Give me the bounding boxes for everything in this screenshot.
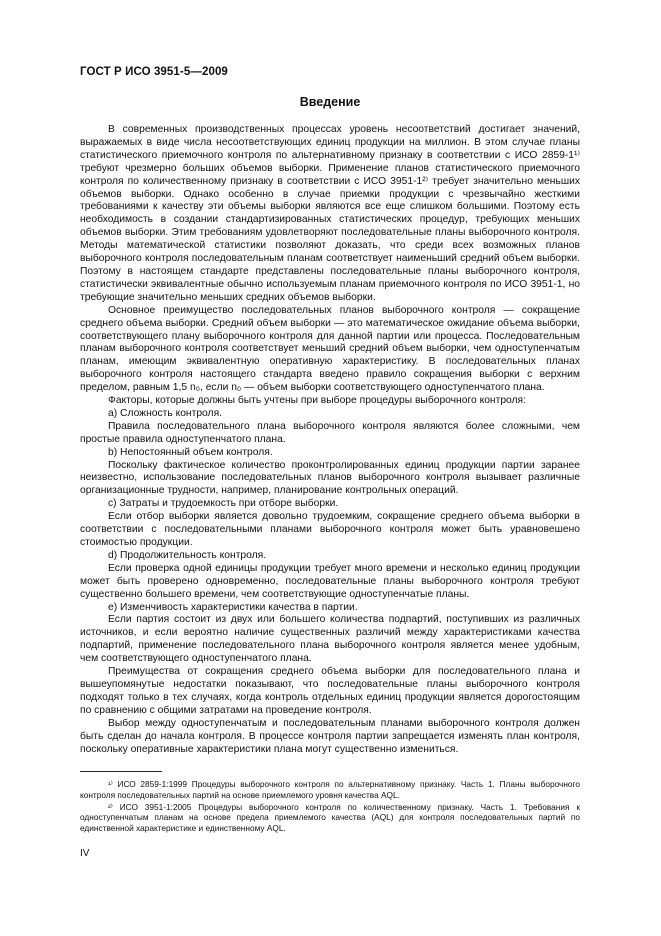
paragraph: Если партия состоит из двух или большего количества подпартий, поступивших из различных источников, и если вероятно наличие существенных различий между характеристиками качества подпартий, применение последовательного плана выборочного контроля является менее удобным, чем соответствующего одноступенчатого плана. <box>80 614 580 665</box>
paragraph: Факторы, которые должны быть учтены при выборе процедуры выборочного контроля: <box>108 395 526 407</box>
list-item: d) Продолжительность контроля. <box>108 549 267 561</box>
paragraph: В современных производственных процессах уровень несоответствий достигает значений, выражаемых в виде числа несоответствующих единиц продукции на миллион. В этом случае планы статистического приемочного контроля по альтернативному признаку в соответствии с ИСО 2859-1¹⁾ требуют чрезмерно больших объемов выборки. Применение планов статистического приемочного контроля по количественному признаку в соответствии с ИСО 3951-1²⁾ требует значительно меньших объемов выборки. Однако особенно в случае приемки продукции с чрезвычайно жесткими требованиями к качеству эти объемы выборки являются все еще слишком большими. Поэтому есть необходимость в создании стандартизированных статистических процедур, требующих меньших объемов выборки. Этим требованиям удовлетворяют последовательные планы выборочного контроля. Методы математической статистики позволяют доказать, что среди всех возможных планов выборочного контроля последовательным планам соответствует наименьший средний объем выборки. Поэтому в настоящем стандарте представлены последовательные планы выборочного контроля, статистически эквивалентные обычно используемым планам приемочного контроля по ИСО 3951-1, но требующие значительно меньших средних объемов выборки. <box>80 124 580 303</box>
paragraph: Поскольку фактическое количество проконтролированных единиц продукции партии заранее неизвестно, использование последовательных планов выборочного контроля вызывает различные организационные трудности, например, планирование контрольных операций. <box>80 459 580 497</box>
list-item: a) Сложность контроля. <box>108 407 222 419</box>
list-item: c) Затраты и трудоемкость при отборе выборки. <box>108 498 339 510</box>
list-item: e) Изменчивость характеристики качества в партии. <box>108 601 358 613</box>
footnotes <box>80 779 580 835</box>
paragraph: Выбор между одноступенчатым и последовательным планами выборочного контроля должен быть сделан до начала контроля. В процессе контроля партии запрещается изменять план контроля, поскольку оперативные характеристики плана могут существенно измениться. <box>80 717 580 755</box>
page-number: IV <box>80 848 90 859</box>
paragraph: Основное преимущество последовательных планов выборочного контроля — сокращение среднего объема выборки. Средний объем выборки — это математическое ожидание объема выборки, соответствующего плану выборочного контроля для данной партии или процесса. Последовательным планам выборочного контроля соответствует меньший средний объем выборки, чем одноступенчатым планам, имеющим эквивалентную оперативную характеристику. В последовательных планах выборочного контроля настоящего стандарта введено правило сокращения выборки с верхним пределом, равным 1,5 n₀, если n₀ — объем выборки соответствующего одноступенчатого плана. <box>80 304 580 394</box>
list-item: b) Непостоянный объем контроля. <box>108 446 273 458</box>
paragraph: Если проверка одной единицы продукции требует много времени и несколько единиц продукции может быть проверено одновременно, последовательные планы выборочного контроля требуют существенно большего времени, чем соответствующие одноступенчатые планы. <box>80 562 580 600</box>
paragraph: Правила последовательного плана выборочного контроля являются более сложными, чем простые правила одноступенчатого плана. <box>80 420 580 445</box>
document-header: ГОСТ Р ИСО 3951-5—2009 <box>80 66 228 78</box>
paragraph: Если отбор выборки является довольно трудоемким, сокращение среднего объема выборки в соответствии с последовательными планами выборочного контроля может быть уравновешено стоимостью продукции. <box>80 511 580 548</box>
footnote: ¹⁾ ИСО 2859-1:1999 Процедуры выборочного контроля по альтернативному признаку. Часть 1. Планы выборочного контроля последовательных партий на основе приемлемого уровня качества AQL. <box>80 779 580 800</box>
paragraph: Преимущества от сокращения среднего объема выборки для последовательного плана и вышеупомянутые недостатки показывают, что последовательные планы выборочного контроля подходят только в тех случаях, когда контроль отдельных единиц продукции является дорогостоящим по сравнению с общими затратами на проведение контроля. <box>80 666 580 716</box>
section-title: Введение <box>299 95 361 109</box>
body-text <box>80 124 580 756</box>
footnote: ²⁾ ИСО 3951-1:2005 Процедуры выборочного контроля по количественному признаку. Часть 1. Требования к одноступенчатым планам на основе предела приемлемого качества (AQL) для контроля последовательных партий по единственной характеристике и единственному AQL. <box>80 801 580 834</box>
footnote-divider <box>80 771 162 772</box>
